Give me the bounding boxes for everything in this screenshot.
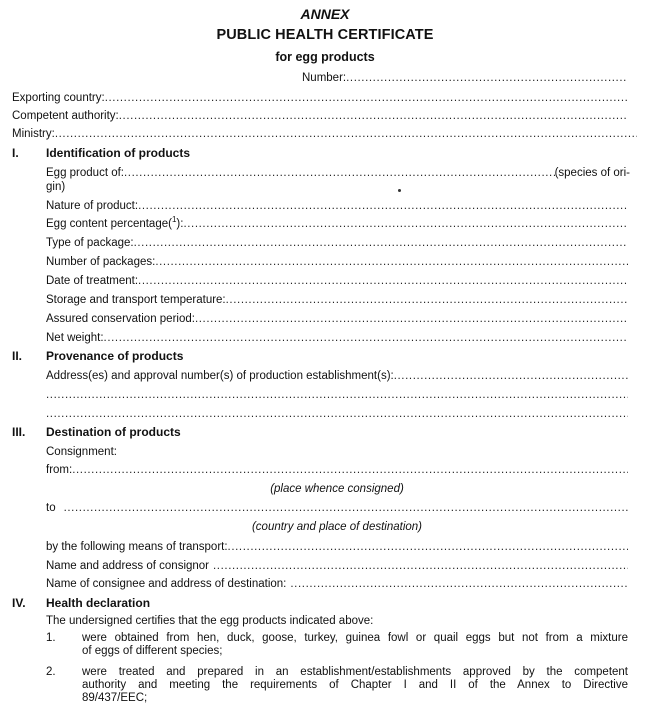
egg-content-field[interactable]	[46, 216, 628, 232]
conservation-period-dots	[195, 311, 628, 327]
declaration-item-1-line-1: were obtained from hen, duck, goose, turkey, guinea fowl or quail eggs but not from a mixture	[82, 632, 628, 644]
means-of-transport-label: by the following means of transport:	[46, 541, 228, 553]
nature-of-product-field[interactable]	[46, 198, 628, 214]
declaration-item-2	[82, 666, 628, 705]
footnote-1-marker: 1	[171, 215, 177, 225]
country-place-caption: (country and place of destination)	[251, 521, 423, 533]
species-of-origin-label: (species of ori-	[554, 167, 630, 179]
number-dots	[346, 70, 628, 86]
declaration-item-2-line-3: 89/437/EEC;	[82, 692, 148, 704]
section-1-number: I.	[12, 146, 19, 160]
species-of-origin-wrap: gin)	[46, 181, 66, 193]
ministry-label: Ministry:	[12, 128, 55, 140]
type-of-package-field[interactable]	[46, 235, 628, 251]
consignor-field[interactable]	[46, 558, 628, 574]
section-4-heading: Health declaration	[46, 596, 151, 610]
date-of-treatment-field[interactable]	[46, 273, 628, 289]
number-of-packages-field[interactable]	[46, 254, 628, 270]
consigned-from-label: from:	[46, 464, 73, 476]
egg-content-label-post: ):	[176, 218, 184, 230]
section-3-heading: Destination of products	[46, 425, 181, 439]
declaration-item-1	[82, 632, 628, 658]
section-2-heading: Provenance of products	[46, 349, 184, 363]
establishment-address-dots-3	[46, 406, 628, 422]
net-weight-dots	[104, 330, 628, 346]
certificate-title: PUBLIC HEALTH CERTIFICATE	[216, 27, 434, 43]
declaration-item-2-number: 2.	[46, 666, 56, 678]
exporting-country-label: Exporting country:	[12, 92, 105, 104]
section-1-heading: Identification of products	[46, 146, 190, 160]
health-declaration-intro: The undersigned certifies that the egg products indicated above:	[46, 615, 374, 627]
consignor-dots	[213, 558, 628, 574]
consigned-to-dots	[64, 500, 628, 516]
number-of-packages-dots	[155, 254, 628, 270]
declaration-item-2-line-1: were treated and prepared in an establishment/establishments approved by the competent	[82, 666, 628, 678]
competent-authority-field[interactable]	[12, 108, 628, 124]
ministry-field[interactable]	[12, 126, 637, 142]
net-weight-label: Net weight:	[46, 332, 104, 344]
consignee-dots	[290, 576, 628, 592]
egg-product-of-label: Egg product of:	[46, 167, 124, 179]
conservation-period-label: Assured conservation period:	[46, 313, 195, 325]
conservation-period-field[interactable]	[46, 311, 628, 327]
exporting-country-field[interactable]	[12, 90, 628, 106]
establishment-address-line-3[interactable]	[46, 406, 628, 422]
egg-content-label	[46, 216, 183, 232]
competent-authority-label: Competent authority:	[12, 110, 119, 122]
egg-content-dots	[183, 216, 628, 232]
number-label: Number:	[302, 72, 347, 84]
consignee-label: Name of consignee and address of destination:	[46, 578, 287, 590]
storage-temperature-dots	[226, 292, 628, 308]
net-weight-field[interactable]	[46, 330, 628, 346]
consignor-label: Name and address of consignor	[46, 560, 210, 572]
exporting-country-dots	[105, 90, 628, 106]
means-of-transport-dots	[228, 539, 628, 555]
competent-authority-dots	[119, 108, 628, 124]
egg-content-label-pre: Egg content percentage(	[46, 218, 172, 230]
place-whence-caption: (place whence consigned)	[270, 483, 404, 495]
date-of-treatment-label: Date of treatment:	[46, 275, 139, 287]
ministry-dots	[55, 126, 637, 142]
annex-title: ANNEX	[300, 6, 350, 22]
establishment-address-line-2[interactable]	[46, 387, 628, 403]
date-of-treatment-dots	[138, 273, 628, 289]
establishment-address-field[interactable]	[46, 368, 628, 384]
declaration-item-1-line-2: of eggs of different species;	[82, 645, 223, 657]
nature-of-product-dots	[138, 198, 628, 214]
certificate-subtitle: for egg products	[275, 50, 375, 64]
consignment-label: Consignment:	[46, 446, 117, 458]
storage-temperature-field[interactable]	[46, 292, 628, 308]
nature-of-product-label: Nature of product:	[46, 200, 139, 212]
consignee-field[interactable]	[46, 576, 628, 592]
declaration-item-1-number: 1.	[46, 632, 56, 644]
number-field[interactable]	[302, 70, 628, 86]
establishment-address-label: Address(es) and approval number(s) of production establishment(s):	[46, 370, 394, 382]
consigned-to-field[interactable]	[46, 500, 628, 516]
section-2-number: II.	[12, 349, 23, 363]
egg-product-of-field[interactable]	[46, 165, 630, 181]
establishment-address-dots-2	[46, 387, 628, 403]
consigned-from-dots	[72, 462, 628, 478]
establishment-address-dots	[394, 368, 628, 384]
type-of-package-label: Type of package:	[46, 237, 134, 249]
consigned-from-field[interactable]	[46, 462, 628, 478]
egg-product-of-dots	[124, 165, 555, 181]
type-of-package-dots	[134, 235, 628, 251]
section-3-number: III.	[12, 425, 26, 439]
number-of-packages-label: Number of packages:	[46, 256, 156, 268]
declaration-item-2-line-2: authority and meeting the requirements of Chapter I and II of the Annex to Directive	[82, 679, 628, 691]
consigned-to-label: to	[46, 502, 56, 514]
storage-temperature-label: Storage and transport temperature:	[46, 294, 226, 306]
scan-speck	[398, 189, 401, 192]
means-of-transport-field[interactable]	[46, 539, 628, 555]
section-4-number: IV.	[12, 596, 26, 610]
